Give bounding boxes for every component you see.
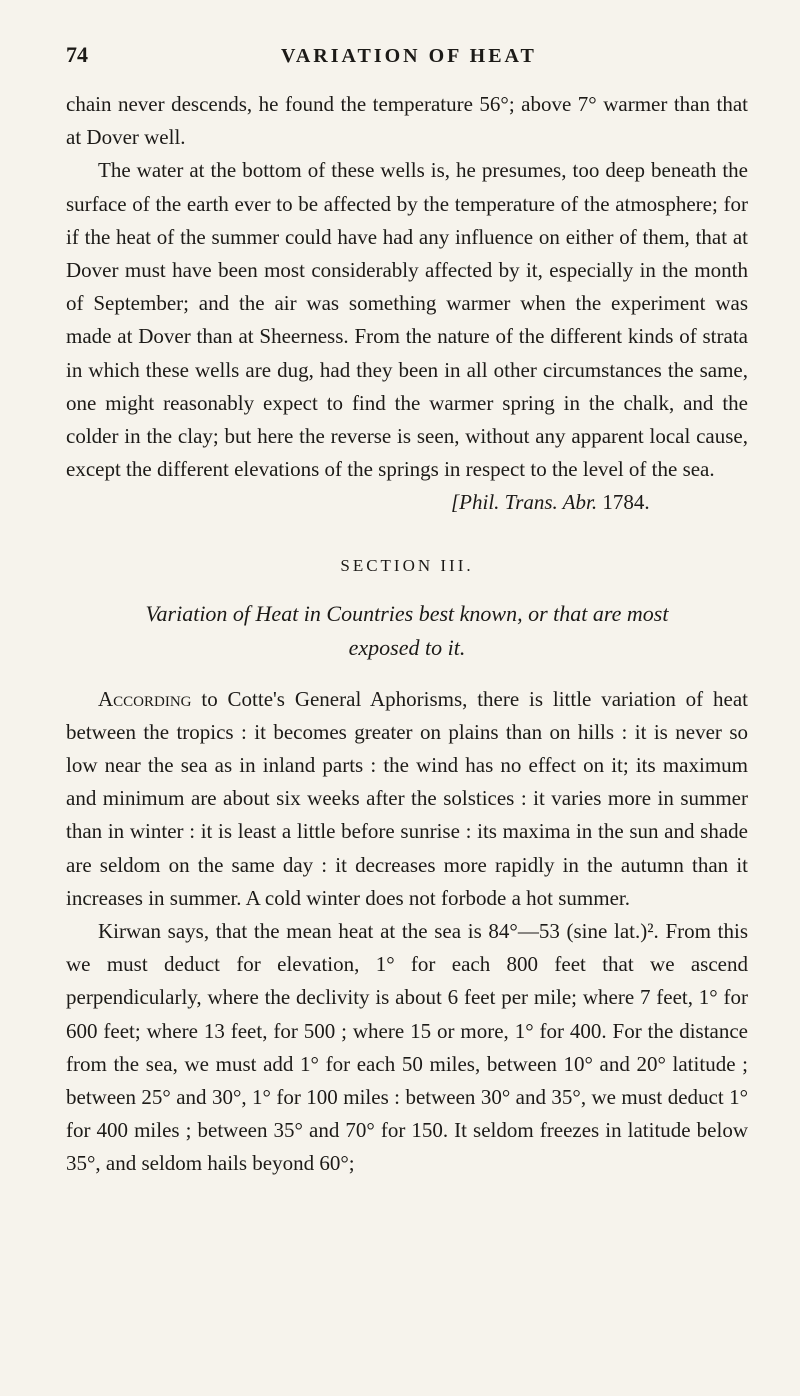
section-title-line-2: exposed to it. <box>348 634 466 660</box>
paragraph-cotte-text: to Cotte's General Aphorisms, there is little variation of heat between the tropics : it becomes greater on plains than on hills : it is never so low near the sea as in inland parts : the wind has no effect on it; its maximum and minimum are about six weeks after the solstices : it varies more in summer than in winter : it is least a little before sunrise : its maxima in the sun and shade are seldom on the same day : it decreases more rapidly in the autumn than it increases in summer. A cold winter does not forbode a hot summer. <box>66 686 748 910</box>
section-label: SECTION III. <box>340 556 474 576</box>
section-title-line-1: Variation of Heat in Countries best known, or that are most <box>145 600 669 626</box>
paragraph-wells: The water at the bottom of these wells is, he presumes, too deep beneath the surface of the earth ever to be affected by the temperature of the atmosphere; for if the heat of the summer could have had any influence on either of them, that at Dover must have been most considerably affected by it, especially in the month of September; and the air was something warmer when the experiment was made at Dover than at Sheerness. From the nature of the different kinds of strata in which these wells are dug, had they been in all other circumstances the same, one might reasonably expect to find the warmer spring in the chalk, and the colder in the clay; but here the reverse is seen, without any apparent local cause, except the different elevations of the springs in respect to the level of the sea. <box>66 158 748 482</box>
page-number: 74 <box>66 42 88 67</box>
section-title <box>66 597 748 665</box>
body-text <box>66 88 748 1181</box>
citation <box>66 486 748 519</box>
running-head: VARIATION OF HEAT <box>281 45 537 67</box>
paragraph-lead: According <box>98 686 192 711</box>
page-header <box>66 42 748 82</box>
citation-year: 1784. <box>602 490 650 515</box>
paragraph-cotte <box>66 683 748 915</box>
citation-source: [Phil. Trans. Abr. <box>451 490 598 515</box>
paragraph-continuation: chain never descends, he found the temperature 56°; above 7° warmer than that at Dover well. <box>66 92 748 150</box>
paragraph-kirwan: Kirwan says, that the mean heat at the sea is 84°—53 (sine lat.)². From this we must deduct for elevation, 1° for each 800 feet that we ascend perpendicularly, where the declivity is about 6 feet per mile; where 7 feet, 1° for 600 feet; where 13 feet, for 500 ; where 15 or more, 1° for 400. For the distance from the sea, we must add 1° for each 50 miles, between 10° and 20° latitude ; between 25° and 30°, 1° for 100 miles : between 30° and 35°, we must deduct 1° for 400 miles ; between 35° and 70° for 150. It seldom freezes in latitude below 35°, and seldom hails beyond 60°; <box>66 919 748 1176</box>
